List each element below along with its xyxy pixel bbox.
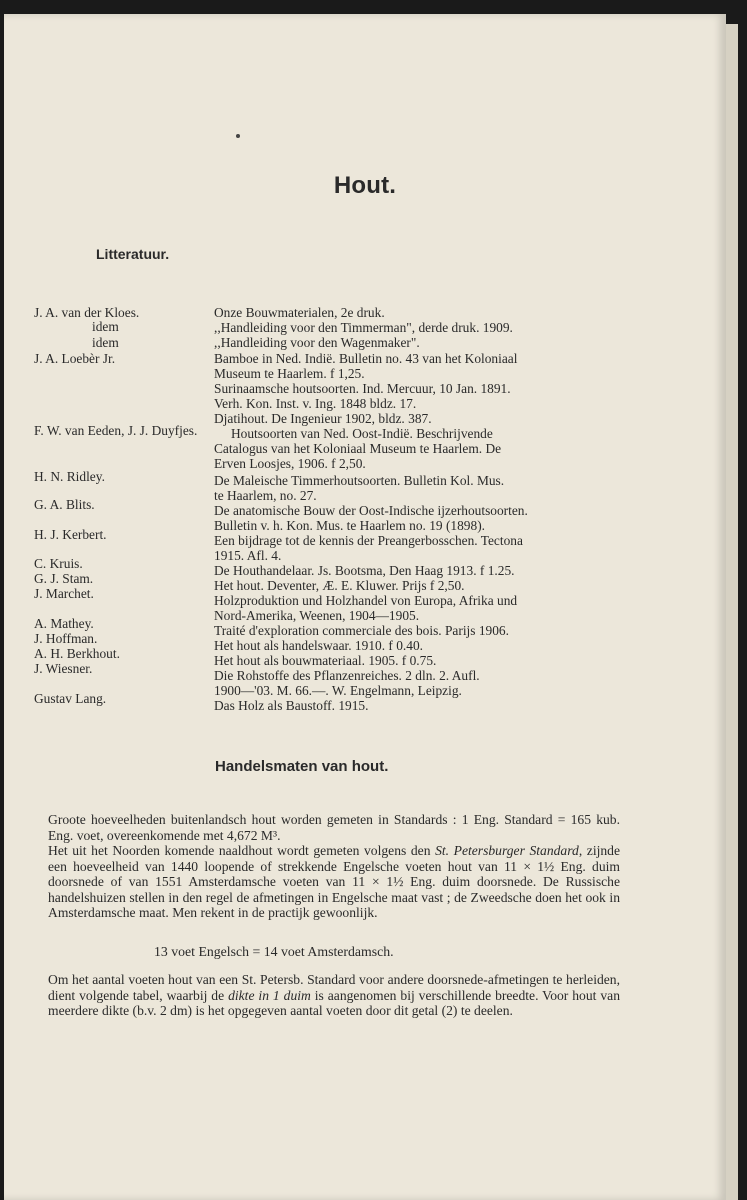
author: F. W. van Eeden, J. J. Duyfjes. bbox=[34, 423, 198, 438]
litteratuur-heading: Litteratuur. bbox=[96, 246, 170, 262]
author: G. A. Blits. bbox=[34, 497, 95, 512]
book-page bbox=[4, 14, 726, 1200]
reference: Holzproduktion und Holzhandel von Europa, Afrika und Nord-Amerika, Weenen, 1904—1905. bbox=[214, 593, 518, 623]
paragraph-table-intro bbox=[48, 972, 620, 1019]
reference: Het hout als handelswaar. 1910. f 0.40. bbox=[214, 638, 423, 653]
author: J. Wiesner. bbox=[34, 661, 93, 676]
handelsmaten-heading: Handelsmaten van hout. bbox=[215, 758, 389, 775]
page-title: Hout. bbox=[333, 172, 397, 199]
reference: Traité d'exploration commerciale des bois. Parijs 1906. bbox=[214, 623, 509, 638]
reference: Catalogus van het Koloniaal Museum te Haarlem. De Erven Loosjes, 1906. f 2,50. bbox=[214, 441, 502, 471]
reference: ,,Handleiding voor den Wagenmaker". bbox=[214, 335, 420, 350]
author: idem bbox=[92, 319, 119, 334]
author: J. Marchet. bbox=[34, 586, 94, 601]
author: H. J. Kerbert. bbox=[34, 527, 107, 542]
author: idem bbox=[92, 335, 119, 350]
reference: Het hout als bouwmateriaal. 1905. f 0.75. bbox=[214, 653, 437, 668]
text-run: Om het aantal voeten hout van een St. Petersb. Standard voor andere doorsnede-afmetingen te herleiden, dient volgende tabel, waarbij de bbox=[48, 972, 620, 1003]
reference: Een bijdrage tot de kennis der Preangerbosschen. Tectona 1915. Afl. 4. bbox=[214, 533, 523, 563]
ink-dot bbox=[236, 134, 240, 138]
author: J. A. Loebèr Jr. bbox=[34, 351, 116, 366]
emphasis: St. Petersburger Standard bbox=[435, 843, 579, 858]
reference: De Maleische Timmerhoutsoorten. Bulletin Kol. Mus. te Haarlem, no. 27. bbox=[214, 473, 505, 503]
paragraph-petersburger bbox=[48, 843, 620, 921]
paragraph-standards: Groote hoeveelheden buitenlandsch hout worden gemeten in Standards : 1 Eng. Standard = 165 kub. Eng. voet, overeenkomende met 4,672 M³. bbox=[48, 812, 620, 843]
author: J. A. van der Kloes. bbox=[34, 305, 140, 320]
author: G. J. Stam. bbox=[34, 571, 94, 586]
reference: Onze Bouwmaterialen, 2e druk. bbox=[214, 305, 385, 320]
author: J. Hoffman. bbox=[34, 631, 98, 646]
reference: ,,Handleiding voor den Timmerman", derde druk. 1909. bbox=[214, 320, 513, 335]
conversion-formula: 13 voet Engelsch = 14 voet Amsterdamsch. bbox=[154, 944, 394, 959]
author: A. Mathey. bbox=[34, 616, 94, 631]
reference: Die Rohstoffe des Pflanzenreiches. 2 dln. 2. Aufl. 1900—'03. M. 66.—. W. Engelmann, Leipzig. bbox=[214, 668, 480, 698]
text-run: is aangenomen bij verschillende breedte. Voor hout van meerdere dikte (b.v. 2 dm) is het opgegeven aantal voeten door dit getal (2) te deelen. bbox=[48, 987, 620, 1018]
reference: De Houthandelaar. Js. Bootsma, Den Haag 1913. f 1.25. bbox=[214, 563, 515, 578]
reference: Das Holz als Baustoff. 1915. bbox=[214, 698, 369, 713]
reference: Houtsoorten van Ned. Oost-Indië. Beschrijvende bbox=[231, 426, 493, 441]
reference: Het hout. Deventer, Æ. E. Kluwer. Prijs f 2,50. bbox=[214, 578, 465, 593]
author: C. Kruis. bbox=[34, 556, 83, 571]
author: Gustav Lang. bbox=[34, 691, 107, 706]
reference: De anatomische Bouw der Oost-Indische ijzerhoutsoorten. Bulletin v. h. Kon. Mus. te Haarlem no. 19 (1898). bbox=[214, 503, 528, 533]
author: A. H. Berkhout. bbox=[34, 646, 120, 661]
text-run: , zijnde een hoeveelheid van 1440 loopende of strekkende Engelsche voeten hout van 11 × 1½ Eng. duim doorsnede of van 1551 Amsterdamsche voeten van 11 × 1½ Eng. duim doorsnede. De Russische handelshuizen stellen in den regel de afmetingen in Engelsche maat vast ; de Zweedsche doen het ook in Amsterdamsche maat. Men rekent in de practijk gewoonlijk. bbox=[48, 843, 621, 920]
page-edge bbox=[726, 24, 738, 1200]
reference: Bamboe in Ned. Indië. Bulletin no. 43 van het Koloniaal Museum te Haarlem. f 1,25. Surinaamsche houtsoorten. Ind. Mercuur, 10 Jan. 1891. Verh. Kon. Inst. v. Ing. 1848 bldz. 17. Djatihout. De Ingenieur 1902, bldz. 387. bbox=[214, 351, 518, 426]
emphasis: dikte in 1 duim bbox=[228, 987, 311, 1003]
author: H. N. Ridley. bbox=[34, 469, 105, 484]
text-run: Het uit het Noorden komende naaldhout wordt gemeten volgens den bbox=[48, 843, 436, 858]
